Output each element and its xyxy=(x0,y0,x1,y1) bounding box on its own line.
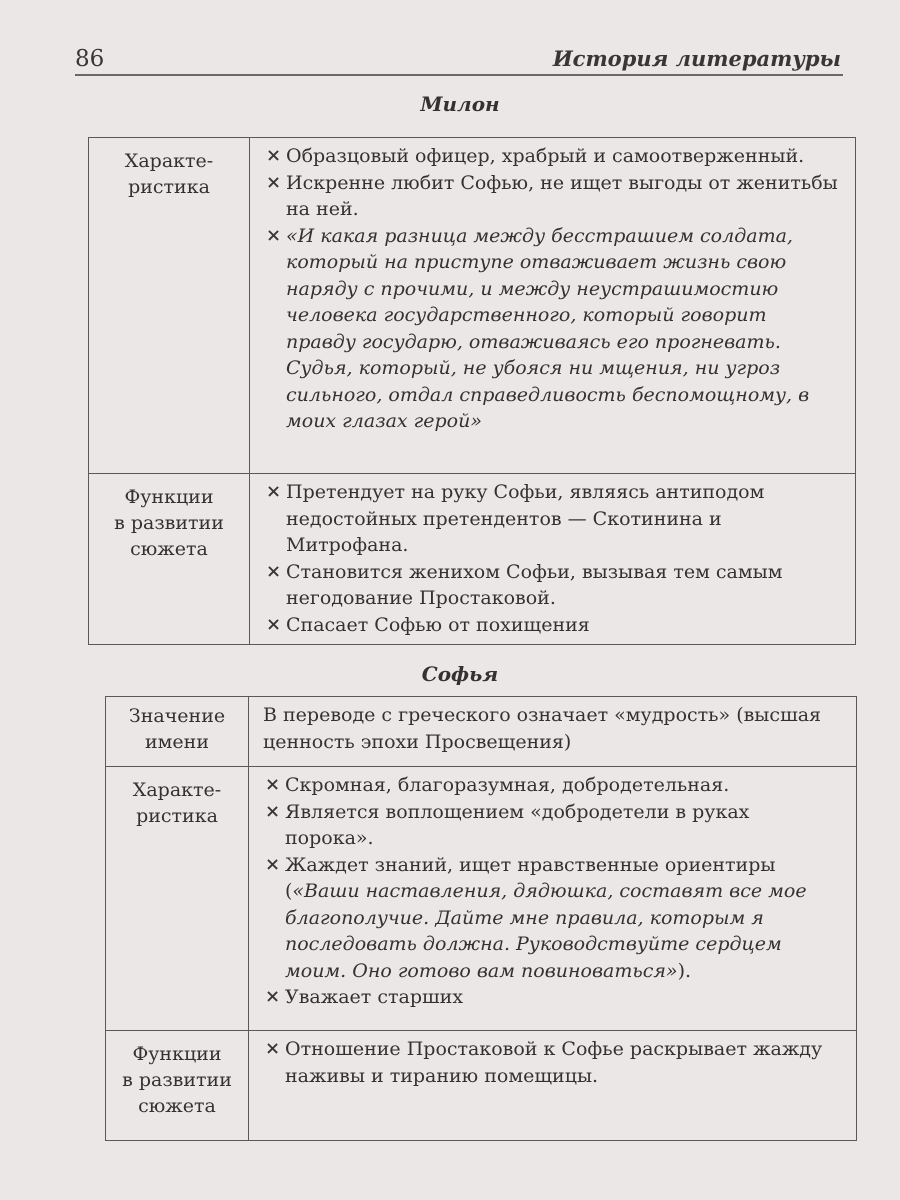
row-content xyxy=(249,1031,857,1141)
list-item: × «И какая разница между бесстрашием солдата, который на приступе отваживает жизнь свою наряду с прочими, и между неустрашимостию человека государственного, который говорит правду государю, отваживаясь его прогневать. Судья, который, не убояся ни мщения, ни угроз сильного, отдал справедливость беспомощному, в моих глазах герой» xyxy=(264,223,841,435)
row-label xyxy=(106,1031,249,1141)
row-content xyxy=(249,767,857,1031)
row-label xyxy=(89,138,250,474)
row-content xyxy=(250,138,856,474)
item-quote: «Ваши наставления, дядюшка, составят все мое благополучие. Дайте мне правила, которым я последовать должна. Руководствуйте сердцем моим. Оно готово вам повиноваться» xyxy=(285,880,807,982)
table-row xyxy=(106,1031,857,1141)
name-meaning-text: В переводе с греческого означает «мудрость» (высшая ценность эпохи Просвещения) xyxy=(263,704,822,753)
list-item: × Уважает старших xyxy=(263,984,842,1011)
page-number: 86 xyxy=(75,46,105,72)
item-text: Жаждет знаний, ищет нравственные ориентиры ( xyxy=(285,853,776,902)
row-label-text: Характе- ристика xyxy=(132,779,222,827)
table-row xyxy=(106,697,857,767)
list-item: × Становится женихом Софьи, вызывая тем самым негодование Простаковой. xyxy=(264,559,841,612)
list-item: × Претендует на руку Софьи, являясь антиподом недостойных претендентов — Скотинина и Митрофана. xyxy=(264,479,841,559)
list-item xyxy=(263,852,842,985)
table-row xyxy=(89,138,856,474)
row-content xyxy=(250,474,856,645)
row-label xyxy=(106,767,249,1031)
running-title: История литературы xyxy=(552,46,841,71)
row-label-text: Характе- ристика xyxy=(124,150,214,198)
list-item: × Искренне любит Софью, не ищет выгоды от женитьбы на ней. xyxy=(264,170,841,223)
section-title-sofia: Софья xyxy=(421,662,499,686)
list-item: × Является воплощением «добродетели в руках порока». xyxy=(263,799,842,852)
sofia-table xyxy=(105,696,857,1141)
row-label-text: Функции в развитии сюжета xyxy=(114,486,224,560)
list-item: × Спасает Софью от похищения xyxy=(264,612,841,639)
list-item: × Образцовый офицер, храбрый и самоотверженный. xyxy=(264,143,841,170)
row-content xyxy=(249,697,857,767)
milon-table xyxy=(88,137,856,645)
row-label xyxy=(106,697,249,767)
list-item: × Скромная, благоразумная, добродетельная. xyxy=(263,772,842,799)
section-title-milon: Милон xyxy=(420,92,500,116)
page-header xyxy=(75,40,843,76)
row-label xyxy=(89,474,250,645)
row-label-text: Значение имени xyxy=(128,705,226,753)
list-item: × Отношение Простаковой к Софье раскрывает жажду наживы и тиранию помещицы. xyxy=(263,1036,842,1089)
table-row xyxy=(89,474,856,645)
table-row xyxy=(106,767,857,1031)
row-label-text: Функции в развитии сюжета xyxy=(122,1043,232,1117)
item-tail: ). xyxy=(677,959,692,982)
